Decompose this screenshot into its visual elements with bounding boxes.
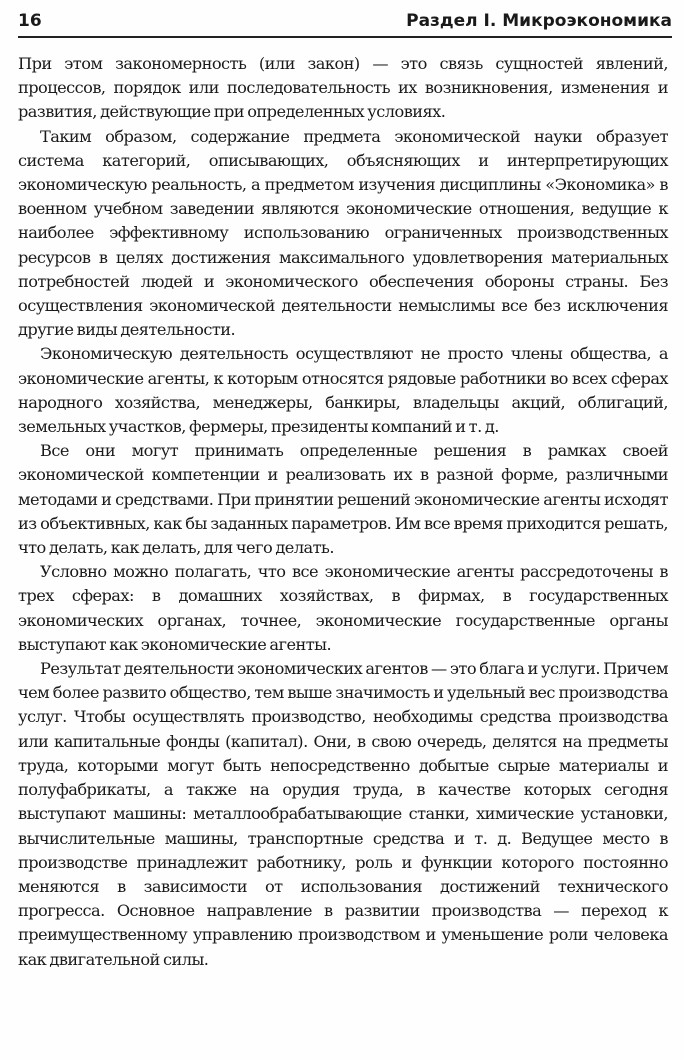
paragraph-subject-of-economics: Таким образом, содержание предмета экономической науки образует система категорий, описывающих, объясняющих и интерпретирующих экономическую реальность, а предметом изучения дисциплины «Экономика» в военном учебном заведении являются экономические отношения, ведущие к наиболее эффективному использованию ограниченных производственных ресурсов в целях достижения максимального удовлетворения материальных потребностей людей и экономического обеспечения обороны страны. Без осуществления экономической деятельности немыслимы все без исключения другие виды деятельности. [18, 126, 668, 340]
paragraph-goods-and-services: Результат деятельности экономических агентов — это блага и услуги. Причем чем более развито общество, тем выше значимость и удельный вес производства услуг. Чтобы осуществлять производство, необходимы средства производства или капитальные фонды (капитал). Они, в свою очередь, делятся на предметы труда, которыми могут быть непосредственно добытые сырые материалы и полуфабрикаты, а также на орудия труда, в качестве которых сегодня выступают машины: металлообрабатывающие станки, химические установки, вычислительные машины, транспортные средства и т. д. Ведущее место в производстве принадлежит работнику, роль и функции которого постоянно меняются в зависимости от использования достижений технического прогресса. Основное направление в развитии производства — переход к преимущественному управлению производством и уменьшение роли человека как двигательной силы. [18, 659, 668, 969]
paragraph-continuation: При этом закономерность (или закон) — это связь сущностей явлений, процессов, порядок или последовательность их возникновения, изменения и развития, действующие при определенных условиях. [18, 54, 668, 122]
paragraph-decisions: Все они могут принимать определенные решения в рамках своей экономической компетенции и реализовать их в разной форме, различными методами и средствами. При принятии решений экономические агенты исходят из объективных, как бы заданных параметров. Им все время приходится решать, что делать, как делать, для чего делать. [18, 441, 668, 558]
section-title: Раздел I. Микроэкономика [406, 11, 672, 31]
paragraph-economic-agents: Экономическую деятельность осуществляют не просто члены общества, а экономические агенты, к которым относятся рядовые работники во всех сферах народного хозяйства, менеджеры, банкиры, владельцы акций, облигаций, земельных участков, фермеры, президенты компаний и т. д. [18, 344, 668, 437]
paragraph-three-spheres: Условно можно полагать, что все экономические агенты рассредоточены в трех сферах: в домашних хозяйствах, в фирмах, в государственных экономических органах, точнее, экономические государственные органы выступают как экономические агенты. [18, 562, 668, 654]
page-number: 16 [18, 11, 42, 31]
running-header [18, 6, 672, 38]
body-text [18, 52, 668, 972]
